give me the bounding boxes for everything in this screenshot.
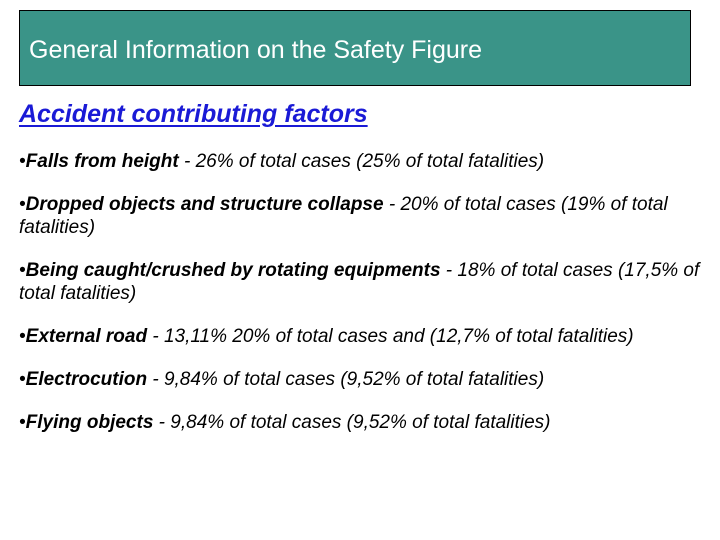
factor-detail: - 20% of total cases (19% of total fatalities) (19, 194, 668, 238)
factor-label: Electrocution (25, 369, 148, 390)
factor-label: Dropped objects and structure collapse (25, 194, 384, 215)
list-item (19, 259, 709, 305)
slide-title: General Information on the Safety Figure (29, 35, 483, 64)
factor-detail: - 13,11% 20% of total cases and (12,7% of total fatalities) (147, 326, 634, 347)
bullet: • (19, 151, 26, 172)
factor-detail: - 18% of total cases (17,5% of total fatalities) (19, 260, 700, 304)
section-heading: Accident contributing factors (19, 100, 368, 128)
bullet: • (19, 326, 26, 347)
factor-detail: - 9,84% of total cases (9,52% of total fatalities) (147, 369, 545, 390)
list-item (19, 325, 709, 348)
factor-detail: - 9,84% of total cases (9,52% of total fatalities) (153, 412, 551, 433)
bullet: • (19, 412, 26, 433)
factor-list (19, 150, 709, 454)
list-item (19, 193, 709, 239)
factor-label: Falls from height (25, 151, 179, 172)
bullet: • (19, 260, 26, 281)
list-item (19, 411, 709, 434)
factor-label: Flying objects (25, 412, 154, 433)
factor-detail: - 26% of total cases (25% of total fatalities) (178, 151, 545, 172)
bullet: • (19, 194, 26, 215)
bullet: • (19, 369, 26, 390)
list-item (19, 150, 709, 173)
title-banner (19, 10, 691, 86)
factor-label: Being caught/crushed by rotating equipments (25, 260, 441, 281)
list-item (19, 368, 709, 391)
factor-label: External road (25, 326, 148, 347)
